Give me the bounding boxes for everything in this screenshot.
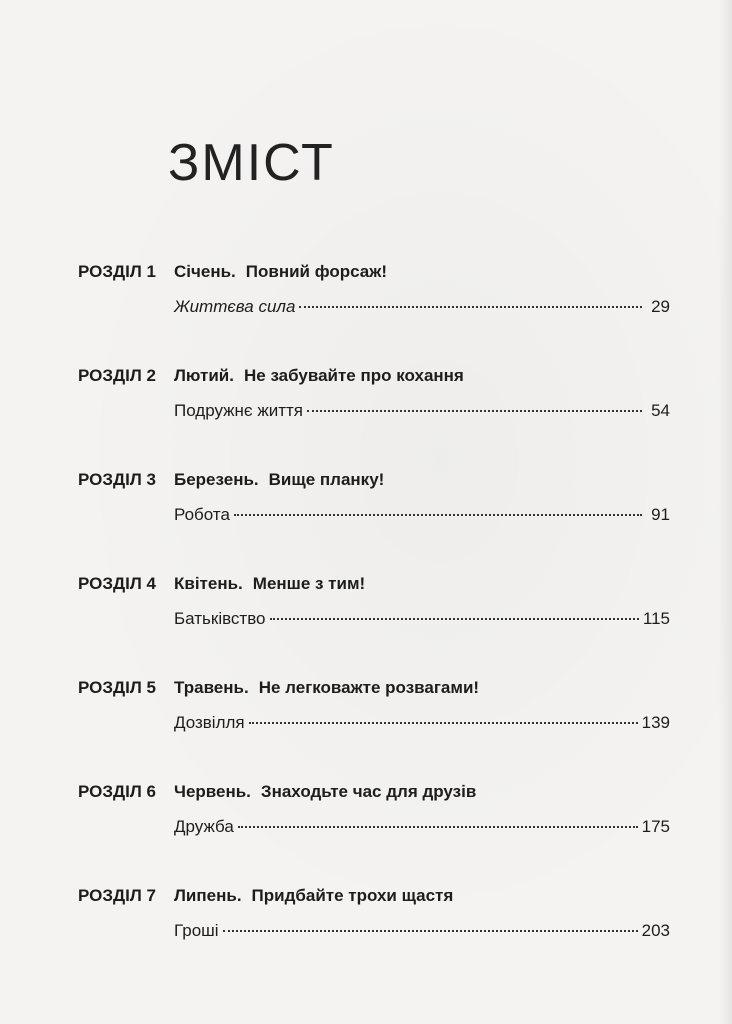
chapter-number: РОЗДІЛ 6	[78, 782, 156, 801]
chapter-month: Квітень.	[174, 574, 243, 593]
entry-topic: Життєва сила	[174, 297, 296, 316]
chapter-number: РОЗДІЛ 7	[78, 886, 156, 905]
toc-chapter-3	[78, 466, 670, 546]
chapter-heading	[78, 778, 476, 806]
dot-leader	[299, 306, 642, 308]
chapter-subtitle: Не легковажте розвагами!	[258, 678, 480, 697]
toc-chapter-6	[78, 778, 670, 858]
chapter-heading	[78, 570, 365, 598]
chapter-month: Січень.	[174, 262, 236, 281]
chapter-subtitle: Повний форсаж!	[245, 262, 387, 281]
dot-leader	[249, 722, 638, 724]
toc-entry	[174, 709, 670, 737]
chapter-heading	[78, 674, 479, 702]
entry-page-number: 203	[641, 921, 670, 940]
page-title: ЗМІСТ	[168, 133, 335, 192]
toc-entry	[174, 501, 670, 529]
chapter-subtitle: Знаходьте час для друзів	[260, 782, 477, 801]
entry-page-number: 139	[641, 713, 670, 732]
chapter-heading	[78, 362, 464, 390]
chapter-subtitle: Вище планку!	[268, 470, 385, 489]
chapter-month: Лютий.	[174, 366, 234, 385]
page-edge-shadow	[718, 0, 732, 1024]
toc-chapter-5	[78, 674, 670, 754]
entry-topic: Гроші	[174, 921, 219, 940]
chapter-heading	[78, 882, 453, 910]
dot-leader	[223, 930, 638, 932]
chapter-subtitle: Придбайте трохи щастя	[251, 886, 454, 905]
chapter-month: Липень.	[174, 886, 242, 905]
entry-page-number: 175	[641, 817, 670, 836]
entry-page-number: 54	[651, 401, 670, 420]
dot-leader	[270, 618, 639, 620]
chapter-subtitle: Не забувайте про кохання	[243, 366, 464, 385]
entry-page-number: 115	[642, 609, 670, 628]
toc-chapter-4	[78, 570, 670, 650]
chapter-number: РОЗДІЛ 5	[78, 678, 156, 697]
dot-leader	[234, 514, 642, 516]
toc-chapter-2	[78, 362, 670, 442]
entry-topic: Дозвілля	[174, 713, 245, 732]
chapter-number: РОЗДІЛ 2	[78, 366, 156, 385]
chapter-number: РОЗДІЛ 3	[78, 470, 156, 489]
toc-entry	[174, 397, 670, 425]
chapter-month: Червень.	[174, 782, 251, 801]
chapter-month: Травень.	[174, 678, 249, 697]
toc-entry	[174, 917, 670, 945]
toc-chapter-1	[78, 258, 670, 338]
toc-entry	[174, 813, 670, 841]
chapter-subtitle: Менше з тим!	[252, 574, 366, 593]
chapter-month: Березень.	[174, 470, 259, 489]
entry-topic: Дружба	[174, 817, 234, 836]
toc-entry	[174, 293, 670, 321]
toc-entry	[174, 605, 670, 633]
chapter-number: РОЗДІЛ 1	[78, 262, 156, 281]
entry-page-number: 29	[651, 297, 670, 316]
entry-topic: Подружнє життя	[174, 401, 303, 420]
entry-topic: Робота	[174, 505, 230, 524]
entry-page-number: 91	[651, 505, 670, 524]
chapter-heading	[78, 258, 387, 286]
dot-leader	[238, 826, 638, 828]
chapter-number: РОЗДІЛ 4	[78, 574, 156, 593]
entry-topic: Батьківство	[174, 609, 266, 628]
dot-leader	[307, 410, 642, 412]
chapter-heading	[78, 466, 384, 494]
toc-chapter-7	[78, 882, 670, 962]
